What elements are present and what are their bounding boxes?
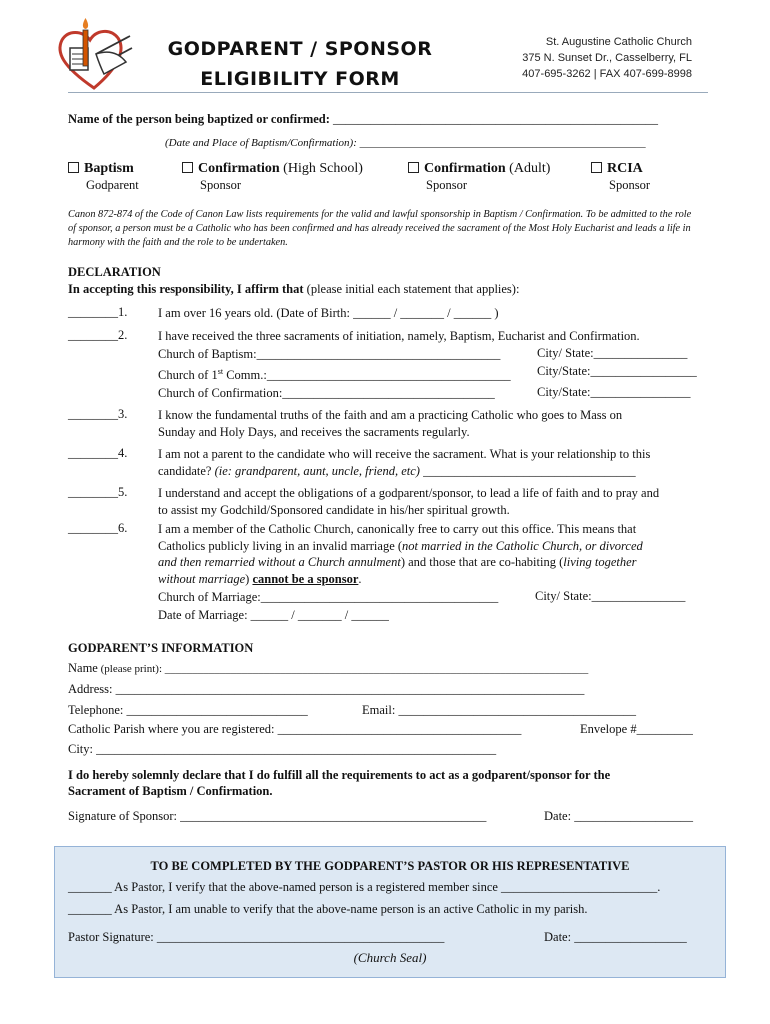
candidate-date-label: (Date and Place of Baptism/Confirmation): — [165, 137, 357, 149]
candidate-name-label: Name of the person being baptized or confirmed: — [68, 112, 330, 126]
declaration-intro-bold: In accepting this responsibility, I affirm that — [68, 282, 304, 296]
statement-6-initial[interactable]: ________6. — [68, 521, 128, 535]
declaration-heading: DECLARATION — [68, 265, 161, 279]
church-info — [470, 34, 692, 82]
option-rcia[interactable] — [591, 161, 643, 177]
pastor-unable-field[interactable]: _______ As Pastor, I am unable to verify that the above-name person is an active Catholic in my parish. — [68, 902, 588, 916]
pastor-verify-field[interactable]: _______ As Pastor, I verify that the above-named person is a registered member since _________________________. — [68, 880, 661, 894]
confirmation-city-field[interactable]: City/State:________________ — [537, 385, 691, 399]
godparent-telephone-field[interactable]: Telephone: _____________________________ — [68, 703, 308, 717]
option-confirmation-adult[interactable] — [408, 161, 550, 177]
canon-law-note: Canon 872-874 of the Code of Canon Law lists requirements for the valid and lawful sponsorship in Baptism / Confirmation. To be admitted to the role of sponsor, a person must be a Catholic who has been confirmed and has already received the sacrament of the Most Holy Eucharist and leads a life in harmony with the faith and the role to be undertaken. — [68, 209, 692, 248]
statement-6-text: I am a member of the Catholic Church, canonically free to carry out this office. This means that Catholics publicly living in an invalid marriage (not married in the Catholic Church, or divorced and then remarried without a Church annulment) and those that are co-habiting (living together without marriage) cannot be a sponsor. — [158, 522, 643, 586]
candidate-date-field[interactable] — [165, 137, 646, 149]
godparent-parish-field[interactable]: Catholic Parish where you are registered: _______________________________________ — [68, 722, 522, 736]
form-title — [160, 34, 440, 94]
relationship-field[interactable]: __________________________________ — [419, 463, 636, 478]
option-baptism[interactable] — [68, 161, 134, 177]
confirmation-adult-checkbox[interactable] — [408, 162, 419, 173]
form-title-line1: GODPARENT / SPONSOR — [167, 38, 433, 60]
baptism-city-field[interactable]: City/ State:_______________ — [537, 346, 688, 360]
statement-5-initial[interactable]: ________5. — [68, 485, 128, 499]
option-confirmation-hs[interactable] — [182, 161, 363, 177]
rcia-label: RCIA — [607, 161, 643, 176]
form-title-line2: ELIGIBILITY FORM — [200, 68, 400, 90]
godparent-city-field[interactable]: City: ________________________________________________________________ — [68, 742, 497, 756]
header-divider — [68, 92, 708, 93]
church-of-marriage-field[interactable]: Church of Marriage:______________________________________ — [158, 590, 499, 604]
marriage-city-field[interactable]: City/ State:_______________ — [535, 589, 686, 603]
godparent-envelope-field[interactable]: Envelope #_________ — [580, 722, 693, 736]
rcia-checkbox[interactable] — [591, 162, 602, 173]
statement-2-initial[interactable]: ________2. — [68, 328, 128, 342]
declaration-intro — [68, 282, 519, 297]
church-phone: 407-695-3262 | FAX 407-699-8998 — [522, 68, 692, 80]
confirmation-hs-sub: Sponsor — [200, 178, 241, 192]
godparent-name-field[interactable]: Name (please print): _____________________________________________________________________________ — [68, 661, 589, 675]
confirmation-hs-checkbox[interactable] — [182, 162, 193, 173]
godparent-address-field[interactable]: Address: ___________________________________________________________________________ — [68, 682, 585, 696]
statement-3-initial[interactable]: ________3. — [68, 407, 128, 421]
baptism-sub: Godparent — [86, 178, 139, 192]
candidate-date-blank[interactable]: ____________________________________________________ — [359, 137, 646, 149]
church-name: St. Augustine Catholic Church — [545, 36, 692, 48]
confirmation-adult-sub: Sponsor — [426, 178, 467, 192]
declaration-intro-rest: (please initial each statement that applies): — [303, 282, 520, 296]
candidate-name-field[interactable] — [68, 112, 658, 127]
godparent-email-field[interactable]: Email: ______________________________________ — [362, 703, 636, 717]
statement-4-initial[interactable]: ________4. — [68, 446, 128, 460]
marriage-date-field[interactable]: Date of Marriage: ______ / _______ / ______ — [158, 608, 389, 622]
statement-1-text: I am over 16 years old. (Date of Birth: ______ / _______ / ______ ) — [158, 306, 499, 320]
statement-2-text: I have received the three sacraments of initiation, namely, Baptism, Eucharist and Confirmation. — [158, 329, 640, 343]
statement-5-text: I understand and accept the obligations of a godparent/sponsor, to lead a life of faith and to pray and to assist my Godchild/Sponsored candidate in his/her spiritual growth. — [158, 486, 660, 517]
rcia-sub: Sponsor — [609, 178, 650, 192]
sponsor-date-field[interactable]: Date: ___________________ — [544, 809, 693, 823]
church-address: 375 N. Sunset Dr., Casselberry, FL — [522, 52, 692, 64]
statement-4-text: I am not a parent to the candidate who will receive the sacrament. What is your relationship to this candidate? (ie: grandparent, aunt, uncle, friend, etc) __________________________________ — [158, 447, 651, 478]
church-logo-icon — [52, 14, 136, 98]
statement-1-initial[interactable]: ________1. — [68, 305, 128, 319]
church-of-communion-field[interactable]: Church of 1st Comm.:_______________________________________ — [158, 367, 511, 383]
pastor-signature-field[interactable]: Pastor Signature: ______________________________________________ — [68, 930, 445, 944]
church-of-baptism-field[interactable]: Church of Baptism:_______________________________________ — [158, 347, 501, 361]
solemn-declaration: I do hereby solemnly declare that I do fulfill all the requirements to act as a godparent/sponsor for the Sacrament of Baptism / Confirmation. — [68, 768, 611, 798]
confirmation-adult-label: Confirmation — [424, 161, 506, 176]
pastor-heading: TO BE COMPLETED BY THE GODPARENT’S PASTOR OR HIS REPRESENTATIVE — [150, 859, 630, 873]
sponsor-signature-field[interactable]: Signature of Sponsor: _________________________________________________ — [68, 809, 487, 823]
godparent-info-heading: GODPARENT’S INFORMATION — [68, 641, 254, 655]
statement-3-text: I know the fundamental truths of the faith and am a practicing Catholic who goes to Mass on Sunday and Holy Days, and receives the sacraments regularly. — [158, 408, 623, 439]
communion-city-field[interactable]: City/State:_________________ — [537, 364, 697, 378]
confirmation-adult-detail: (Adult) — [505, 161, 551, 176]
confirmation-hs-label: Confirmation — [198, 161, 280, 176]
baptism-checkbox[interactable] — [68, 162, 79, 173]
baptism-label: Baptism — [84, 161, 134, 176]
church-seal-label: (Church Seal) — [353, 950, 427, 965]
confirmation-hs-detail: (High School) — [279, 161, 363, 176]
candidate-name-blank[interactable]: ____________________________________________________ — [333, 112, 659, 126]
church-of-confirmation-field[interactable]: Church of Confirmation:__________________________________ — [158, 386, 495, 400]
pastor-date-field[interactable]: Date: __________________ — [544, 930, 687, 944]
